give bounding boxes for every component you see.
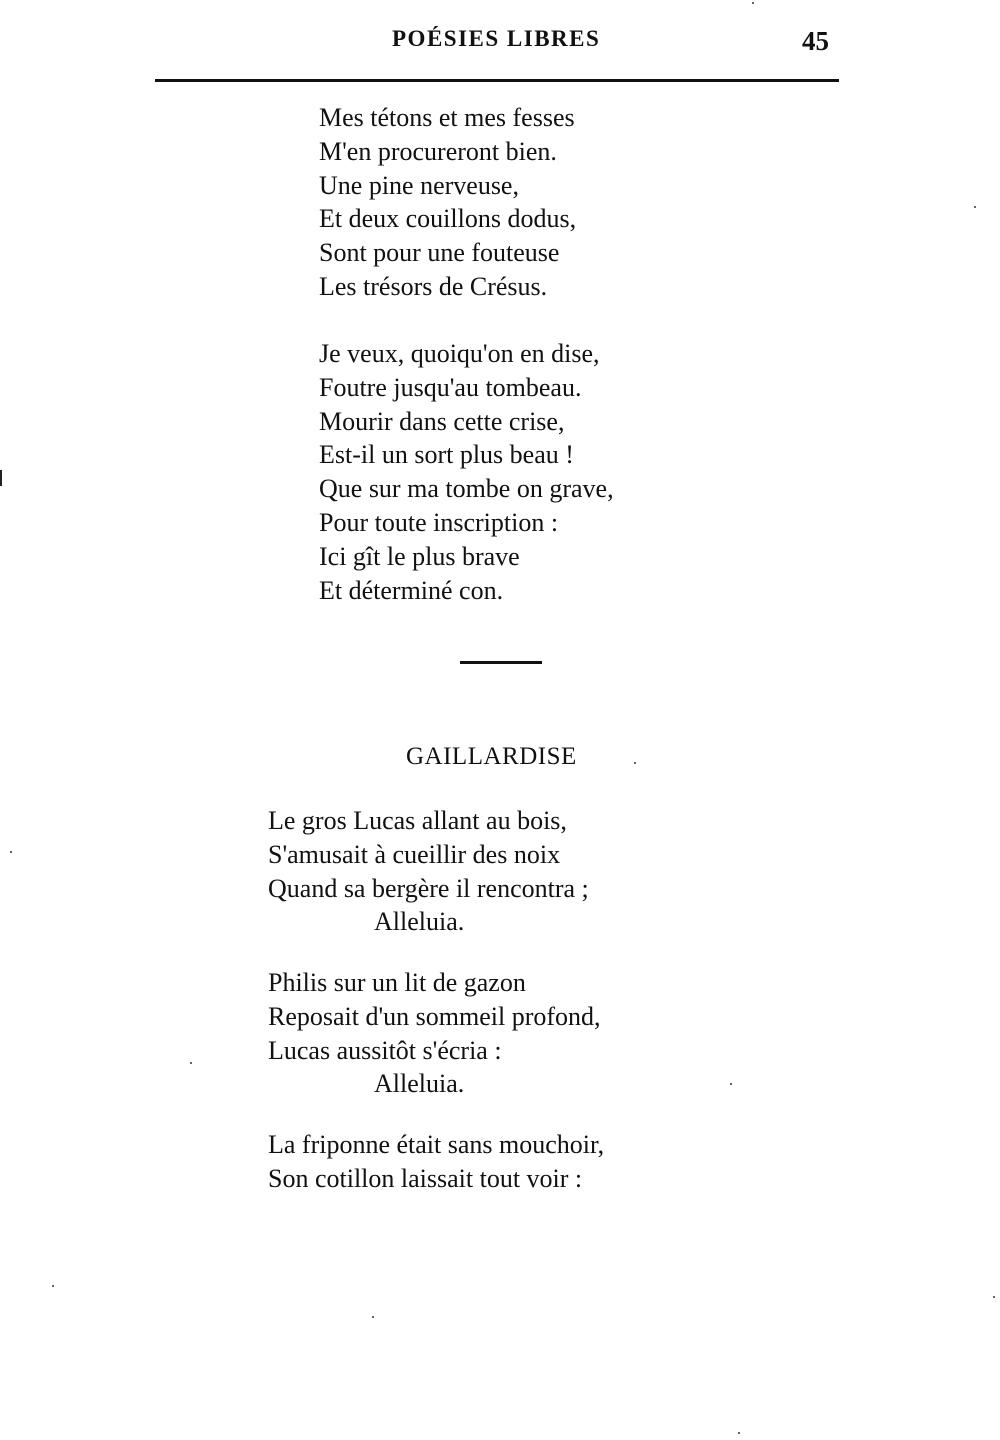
verse-line: Une pine nerveuse, <box>319 170 519 200</box>
verse-line: Ici gît le plus brave <box>319 541 520 571</box>
verse-line: Mourir dans cette crise, <box>319 406 565 436</box>
scan-speck <box>738 1432 740 1434</box>
verse-line: Pour toute inscription : <box>319 507 559 537</box>
scan-speck <box>993 1296 995 1298</box>
scan-speck <box>634 762 636 764</box>
verse-line: Je veux, quoiqu'on en dise, <box>319 339 600 368</box>
verse-line: Philis sur un lit de gazon <box>268 968 526 997</box>
verse-line: Mes tétons et mes fesses <box>319 103 575 132</box>
page-number: 45 <box>802 26 829 56</box>
verse-line: Son cotillon laissait tout voir : <box>268 1163 583 1193</box>
section-divider <box>460 661 542 664</box>
running-head: POÉSIES LIBRES <box>392 26 601 51</box>
stanza-1 <box>319 101 576 304</box>
verse-line: Quand sa bergère il rencontra ; <box>268 873 589 903</box>
stanza-2 <box>319 337 614 607</box>
verse-line: Lucas aussitôt s'écria : <box>268 1035 502 1065</box>
verse-line: Foutre jusqu'au tombeau. <box>319 372 582 402</box>
stanza-4 <box>268 966 601 1101</box>
verse-line: Que sur ma tombe on grave, <box>319 474 614 504</box>
verse-line: S'amusait à cueillir des noix <box>268 839 561 869</box>
verse-line: Est-il un sort plus beau ! <box>319 440 574 470</box>
verse-line: Sont pour une fouteuse <box>319 238 560 268</box>
verse-line: Et deux couillons dodus, <box>319 204 577 234</box>
scan-speck <box>372 1316 374 1318</box>
header-rule <box>155 79 839 82</box>
stanza-5 <box>268 1128 604 1196</box>
verse-line: M'en procureront bien. <box>319 136 557 166</box>
verse-line: Et déterminé con. <box>319 575 504 605</box>
verse-line: Reposait d'un sommeil profond, <box>268 1001 601 1031</box>
refrain-line: Alleluia. <box>374 907 465 937</box>
scan-speck <box>752 2 754 4</box>
scan-speck <box>10 851 12 853</box>
scan-edge-mark <box>0 470 2 486</box>
poem-title: GAILLARDISE <box>406 743 577 770</box>
verse-line: Les trésors de Crésus. <box>319 271 548 301</box>
verse-line: La friponne était sans mouchoir, <box>268 1130 605 1159</box>
verse-line: Le gros Lucas allant au bois, <box>268 806 567 835</box>
scan-speck <box>190 1062 192 1064</box>
scan-speck <box>52 1285 54 1287</box>
scan-speck <box>730 1083 732 1085</box>
refrain-line: Alleluia. <box>374 1069 465 1099</box>
scan-speck <box>974 206 976 208</box>
stanza-3 <box>268 804 589 939</box>
